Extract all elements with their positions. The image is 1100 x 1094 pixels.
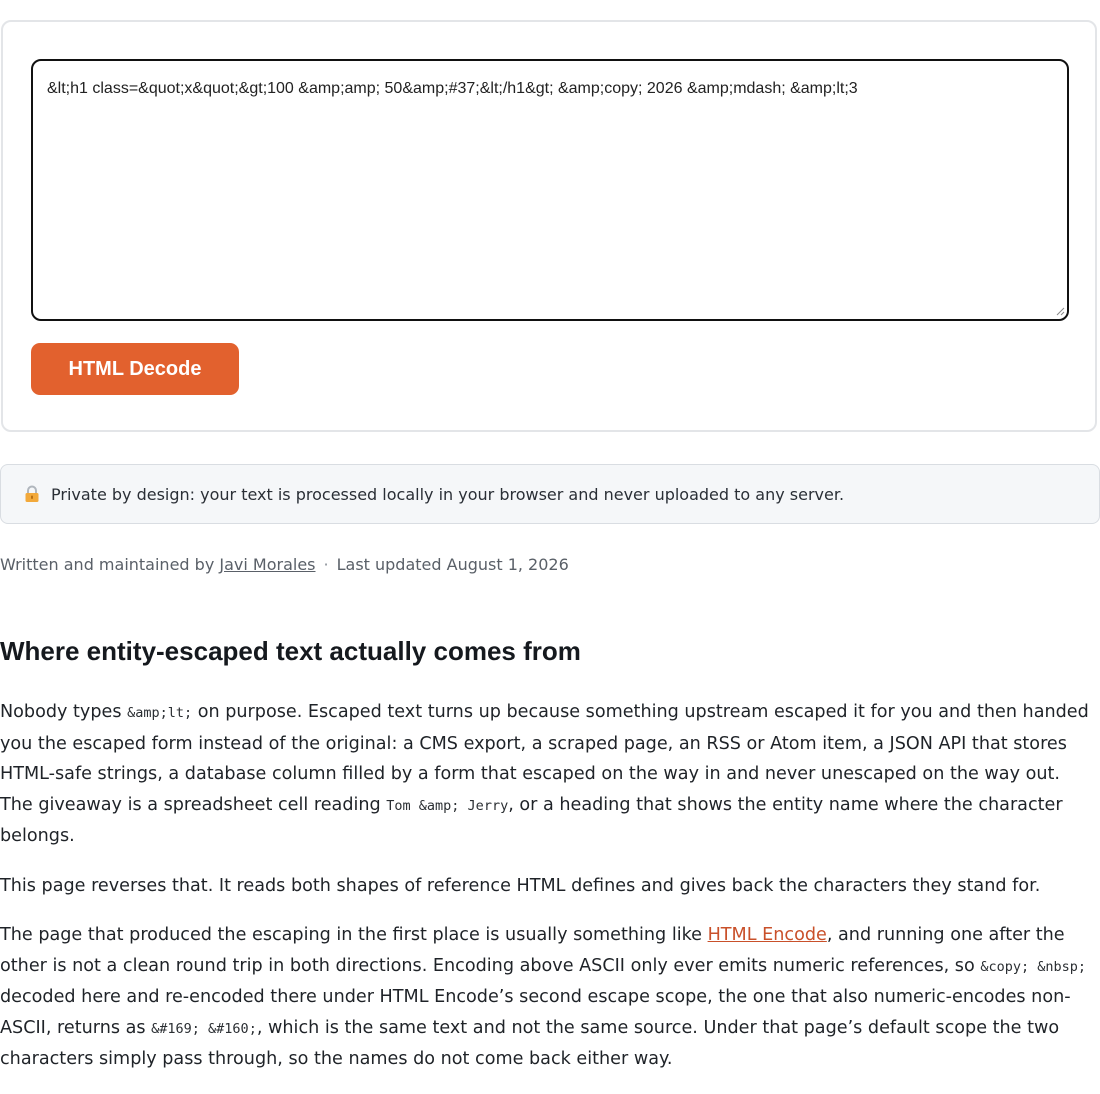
lock-icon: [23, 485, 41, 503]
html-decode-button[interactable]: HTML Decode: [31, 343, 239, 395]
inline-code: &amp;lt;: [127, 705, 193, 721]
byline-separator: ·: [323, 555, 329, 574]
inline-code: &copy; &nbsp;: [980, 958, 1086, 975]
inline-code: &#169; &#160;: [151, 1020, 257, 1037]
html-encode-link[interactable]: HTML Encode: [707, 925, 827, 945]
text: The page that produced the escaping in the first place is usually something like: [0, 925, 708, 945]
paragraph-3: [0, 920, 1090, 1075]
paragraph-2: This page reverses that. It reads both shapes of reference HTML defines and gives back the characters they stand for.: [0, 875, 1041, 896]
text: Nobody types: [0, 702, 128, 722]
text: on purpose. Escaped text turns up because something upstream escaped it for you and then handed you the escaped form instead of the original: a CMS export, a scraped page, an RSS or Atom item, a JSON API that stores HTML-safe strings, a database column filled by a form that escaped on the way in and never unescaped on the way out. The giveaway is a spreadsheet cell reading: [0, 702, 1089, 815]
inline-code: Tom &amp; Jerry: [386, 797, 509, 814]
section-heading: Where entity-escaped text actually comes from: [0, 636, 581, 666]
author-link[interactable]: Javi Morales: [219, 555, 316, 574]
text: , or a heading that shows the entity name where the character belongs.: [0, 794, 1063, 846]
byline: [0, 555, 569, 574]
text: decoded here and re-encoded there under HTML Encode’s second escape scope, the one that also numeric-encodes non-ASCII, returns as: [0, 987, 1071, 1038]
resize-handle-icon[interactable]: [1055, 306, 1065, 316]
last-updated: Last updated August 1, 2026: [336, 555, 569, 574]
article-body: [0, 697, 1090, 1094]
text: , which is the same text and not the same source. Under that page’s default scope the two characters simply pass through, so the names do not come back either way.: [0, 1017, 1060, 1069]
privacy-text: Private by design: your text is processed locally in your browser and never uploaded to any server.: [51, 484, 845, 504]
paragraph-1: [0, 697, 1090, 852]
text: , and running one after the other is not a clean round trip in both directions. Encoding above ASCII only ever emits numeric references, so: [0, 925, 1065, 976]
byline-prefix: Written and maintained by: [0, 555, 220, 574]
encoded-input[interactable]: [31, 59, 1069, 321]
privacy-notice: [0, 464, 1100, 524]
